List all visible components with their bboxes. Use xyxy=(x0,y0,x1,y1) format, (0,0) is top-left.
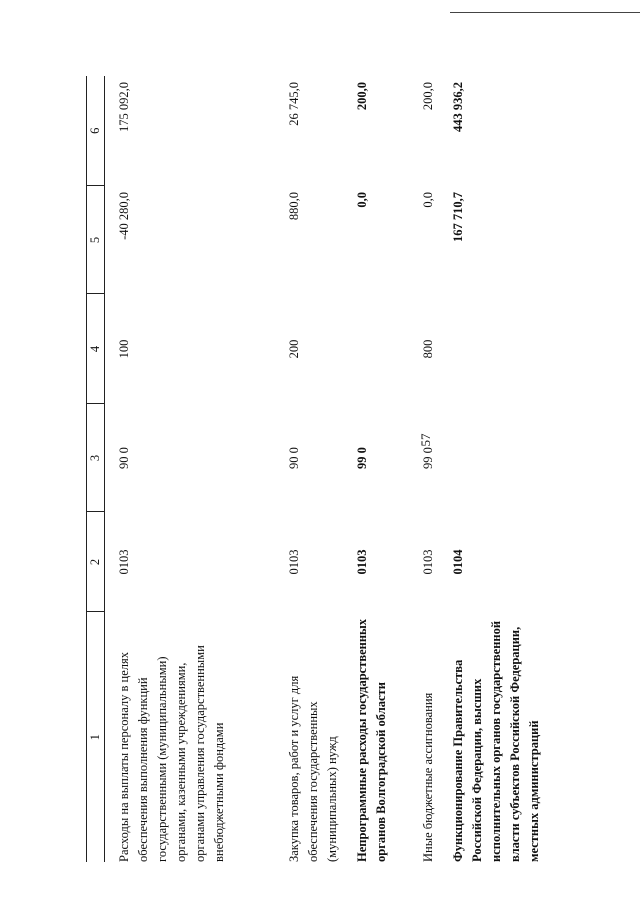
row-section: 0103 xyxy=(117,549,131,575)
row-total: 200,0 xyxy=(355,82,369,111)
row-name: Функционирование Правительства Российской Федерации, высших исполнительных органов государственной власти субъектов Российской Федерации, местных администраций xyxy=(451,620,541,862)
header-col-6: 6 xyxy=(87,76,105,186)
row-section: 0103 xyxy=(421,549,435,575)
header-col-1: 1 xyxy=(87,612,105,862)
header-col-2: 2 xyxy=(87,512,105,612)
row-type: 100 xyxy=(117,339,131,359)
row-program: 99 0 xyxy=(355,447,369,469)
corner-rule xyxy=(450,12,640,13)
header-col-4: 4 xyxy=(87,294,105,404)
header-col-3: 3 xyxy=(87,404,105,512)
row-name: Иные бюджетные ассигнования xyxy=(421,692,435,862)
row-type: 200 xyxy=(287,339,301,359)
row-type: 800 xyxy=(421,339,435,359)
row-total: 200,0 xyxy=(421,82,435,111)
row-total: 443 936,2 xyxy=(451,82,465,132)
table-row xyxy=(449,76,544,862)
table-row xyxy=(285,76,353,862)
row-section: 0104 xyxy=(451,549,465,575)
page-number: 57 xyxy=(418,433,433,447)
table-row xyxy=(105,76,286,862)
row-name: Расходы на выплаты персоналу в целях обеспечения выполнения функций государственными (муниципальными) органами, казенными учреждениями, органами управления государственными внебюджетными фондами xyxy=(117,645,226,862)
row-section: 0103 xyxy=(355,549,369,575)
row-change: 880,0 xyxy=(287,192,301,221)
row-type xyxy=(449,294,544,404)
row-name: Непрограммные расходы государственных органов Волгоградской области xyxy=(355,618,388,862)
row-program: 99 0 xyxy=(421,447,435,469)
row-program: 90 0 xyxy=(287,447,301,469)
row-type xyxy=(353,294,419,404)
row-total: 175 092,0 xyxy=(117,82,131,132)
row-change: -40 280,0 xyxy=(117,192,131,240)
row-program: 90 0 xyxy=(117,447,131,469)
budget-table xyxy=(86,76,544,862)
rotated-table-container xyxy=(86,76,541,862)
header-col-5: 5 xyxy=(87,186,105,294)
row-section: 0103 xyxy=(287,549,301,575)
table-row xyxy=(419,76,449,862)
row-name: Закупка товаров, работ и услуг для обеспечения государственных (муниципальных) нужд xyxy=(287,675,339,862)
header-row xyxy=(87,76,105,862)
row-total: 26 745,0 xyxy=(287,82,301,126)
row-change: 0,0 xyxy=(355,192,369,208)
table-row xyxy=(353,76,419,862)
row-change: 0,0 xyxy=(421,192,435,208)
row-change: 167 710,7 xyxy=(451,192,465,242)
row-program xyxy=(449,404,544,512)
